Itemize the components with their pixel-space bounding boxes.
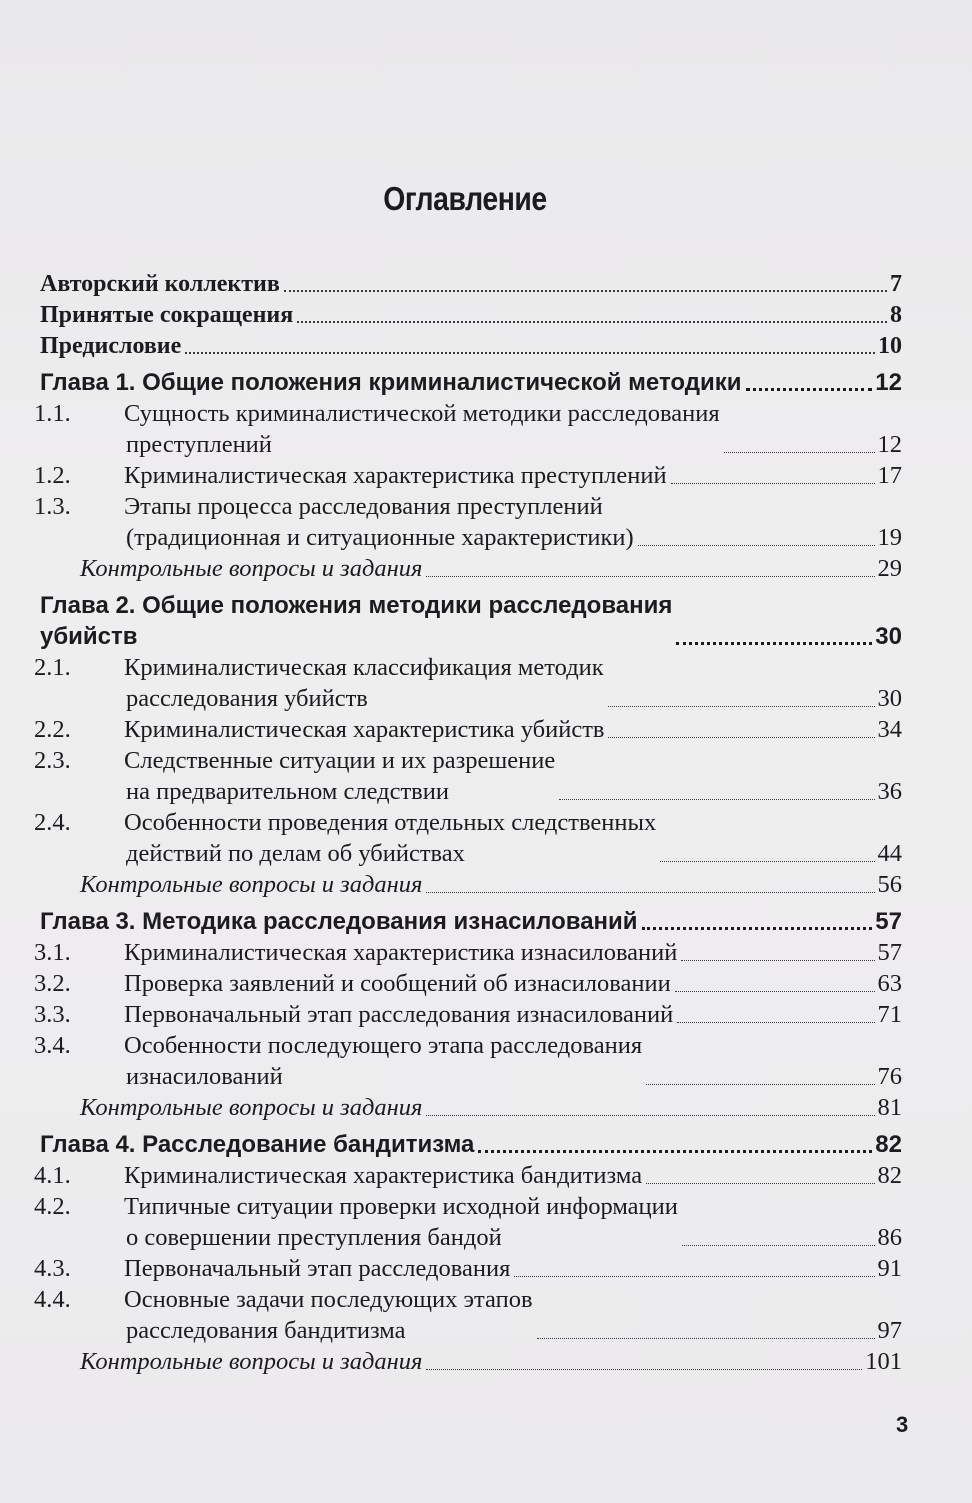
toc-chapter-c1 xyxy=(40,367,902,398)
entry-page-number: 44 xyxy=(877,840,902,867)
toc-section-s31 xyxy=(34,937,902,968)
toc-entry-text xyxy=(34,398,720,460)
toc-entry-text xyxy=(80,1346,422,1377)
entry-page-number: 56 xyxy=(877,871,902,898)
dot-leader xyxy=(608,737,874,738)
entry-title: Этапы процесса расследования преступлений (традиционная и ситуационные характеристики) xyxy=(124,493,634,551)
toc-entry-text xyxy=(34,1191,678,1253)
toc-entry-text xyxy=(34,807,657,869)
entry-title: Глава 4. Расследование бандитизма xyxy=(40,1131,475,1158)
section-number: 3.2. xyxy=(34,970,71,997)
toc-entry-text xyxy=(40,332,181,361)
toc-entry-text xyxy=(34,652,604,714)
toc-entry-text xyxy=(34,937,678,968)
section-number: 4.3. xyxy=(34,1255,71,1282)
entry-title: Принятые сокращения xyxy=(40,302,294,328)
section-number: 4.1. xyxy=(34,1162,71,1189)
entry-page-number: 71 xyxy=(877,1001,902,1028)
dot-leader xyxy=(681,960,874,961)
toc-section-s13 xyxy=(34,491,902,553)
section-number: 2.3. xyxy=(34,747,71,774)
section-number: 2.2. xyxy=(34,716,71,743)
toc-section-s22 xyxy=(34,714,902,745)
toc-control-questions-q2 xyxy=(40,869,902,900)
toc-entry-text xyxy=(40,906,638,937)
entry-page-number: 12 xyxy=(877,431,902,458)
dot-leader xyxy=(514,1276,874,1277)
dot-leader xyxy=(646,1084,874,1085)
section-number: 1.3. xyxy=(34,493,71,520)
toc-chapter-c2 xyxy=(40,590,902,652)
section-number: 4.2. xyxy=(34,1193,71,1220)
dot-leader xyxy=(608,706,875,707)
toc-chapter-c3 xyxy=(40,906,902,937)
toc-entry-text xyxy=(34,999,674,1030)
dot-leader xyxy=(185,352,875,354)
entry-title: Типичные ситуации проверки исходной информации о совершении преступления бандой xyxy=(124,1193,678,1251)
entry-page-number: 82 xyxy=(877,1162,902,1189)
toc-entry-text xyxy=(80,553,422,584)
toc-section-s32 xyxy=(34,968,902,999)
dot-leader xyxy=(682,1245,875,1246)
entry-title: Контрольные вопросы и задания xyxy=(80,1348,423,1375)
toc-control-questions-q1 xyxy=(40,553,902,584)
toc-entry-e3 xyxy=(40,332,902,361)
toc-entry-text xyxy=(34,1253,511,1284)
toc-section-s11 xyxy=(34,398,902,460)
entry-page-number: 29 xyxy=(877,555,902,582)
toc-entry-text xyxy=(34,1030,643,1092)
toc-entry-e1 xyxy=(40,270,902,299)
entry-title: Проверка заявлений и сообщений об изнасиловании xyxy=(124,970,671,997)
toc-entry-text xyxy=(34,714,605,745)
section-number: 3.1. xyxy=(34,939,71,966)
toc-section-s33 xyxy=(34,999,902,1030)
entry-page-number: 34 xyxy=(877,716,902,743)
entry-page-number: 76 xyxy=(877,1063,902,1090)
toc-section-s34 xyxy=(34,1030,902,1092)
entry-title: Особенности проведения отдельных следственных действий по делам об убийствах xyxy=(124,809,657,867)
dot-leader xyxy=(426,1115,874,1116)
toc-entry-text xyxy=(80,869,422,900)
entry-title: Контрольные вопросы и задания xyxy=(80,555,423,582)
entry-title: Следственные ситуации и их разрешение на предварительном следствии xyxy=(124,747,556,805)
entry-title: Первоначальный этап расследования изнасилований xyxy=(124,1001,674,1028)
dot-leader xyxy=(478,1150,872,1153)
toc-section-s23 xyxy=(34,745,902,807)
section-number: 2.4. xyxy=(34,809,71,836)
toc-entry-text xyxy=(34,491,634,553)
dot-leader xyxy=(677,1022,874,1023)
dot-leader xyxy=(638,545,875,546)
entry-title: Контрольные вопросы и задания xyxy=(80,871,423,898)
toc-section-s24 xyxy=(34,807,902,869)
entry-page-number: 63 xyxy=(877,970,902,997)
toc-section-s43 xyxy=(34,1253,902,1284)
dot-leader xyxy=(660,861,874,862)
table-of-contents xyxy=(34,268,902,1377)
toc-entry-text xyxy=(34,1284,533,1346)
entry-page-number: 30 xyxy=(875,623,902,650)
section-number: 1.2. xyxy=(34,462,71,489)
entry-page-number: 86 xyxy=(877,1224,902,1251)
entry-title: Глава 3. Методика расследования изнасилований xyxy=(40,908,638,935)
dot-leader xyxy=(746,388,873,391)
entry-title: Криминалистическая характеристика изнасилований xyxy=(124,939,678,966)
entry-title: Основные задачи последующих этапов расследования бандитизма xyxy=(124,1286,533,1344)
section-number: 3.3. xyxy=(34,1001,71,1028)
dot-leader xyxy=(646,1183,874,1184)
toc-section-s42 xyxy=(34,1191,902,1253)
entry-page-number: 7 xyxy=(890,271,902,297)
dot-leader xyxy=(671,483,875,484)
dot-leader xyxy=(426,576,874,577)
entry-title: Криминалистическая классификация методик расследования убийств xyxy=(124,654,604,712)
entry-page-number: 12 xyxy=(875,369,902,396)
dot-leader xyxy=(675,991,875,992)
dot-leader xyxy=(284,290,887,292)
toc-control-questions-q3 xyxy=(40,1092,902,1123)
entry-page-number: 82 xyxy=(875,1131,902,1158)
dot-leader xyxy=(426,1369,862,1370)
entry-title: Криминалистическая характеристика преступлений xyxy=(124,462,667,489)
entry-title: Первоначальный этап расследования xyxy=(124,1255,511,1282)
entry-page-number: 91 xyxy=(877,1255,902,1282)
page-number: 3 xyxy=(896,1412,909,1437)
toc-chapter-c4 xyxy=(40,1129,902,1160)
toc-entry-text xyxy=(40,367,742,398)
toc-entry-text xyxy=(40,1129,474,1160)
entry-title: Предисловие xyxy=(40,333,182,359)
entry-title: Глава 2. Общие положения методики расследования убийств xyxy=(40,592,673,650)
toc-entry-text xyxy=(34,1160,643,1191)
entry-title: Особенности последующего этапа расследования изнасилований xyxy=(124,1032,643,1090)
toc-section-s44 xyxy=(34,1284,902,1346)
section-number: 3.4. xyxy=(34,1032,71,1059)
toc-section-s12 xyxy=(34,460,902,491)
section-number: 4.4. xyxy=(34,1286,71,1313)
entry-page-number: 8 xyxy=(890,302,902,328)
entry-page-number: 17 xyxy=(877,462,902,489)
toc-entry-text xyxy=(80,1092,422,1123)
page-title: Оглавление xyxy=(383,180,547,217)
dot-leader xyxy=(297,321,887,323)
entry-page-number: 97 xyxy=(877,1317,902,1344)
entry-title: Авторский коллектив xyxy=(40,271,280,297)
dot-leader xyxy=(559,799,874,800)
entry-page-number: 101 xyxy=(865,1348,902,1375)
toc-control-questions-q4 xyxy=(40,1346,902,1377)
entry-page-number: 10 xyxy=(878,333,902,359)
entry-page-number: 57 xyxy=(875,908,902,935)
dot-leader xyxy=(537,1338,875,1339)
entry-title: Сущность криминалистической методики расследования преступлений xyxy=(124,400,720,458)
entry-page-number: 30 xyxy=(877,685,902,712)
section-number: 2.1. xyxy=(34,654,71,681)
entry-title: Криминалистическая характеристика убийств xyxy=(124,716,605,743)
entry-title: Глава 1. Общие положения криминалистической методики xyxy=(40,369,742,396)
toc-entry-text xyxy=(40,270,280,299)
toc-entry-e2 xyxy=(40,301,902,330)
dot-leader xyxy=(724,452,875,453)
entry-page-number: 81 xyxy=(877,1094,902,1121)
entry-page-number: 57 xyxy=(877,939,902,966)
entry-page-number: 19 xyxy=(877,524,902,551)
dot-leader xyxy=(426,892,874,893)
toc-entry-text xyxy=(34,968,671,999)
dot-leader xyxy=(676,642,872,645)
toc-entry-text xyxy=(34,745,556,807)
entry-title: Криминалистическая характеристика бандитизма xyxy=(124,1162,643,1189)
toc-entry-text xyxy=(40,301,293,330)
dot-leader xyxy=(642,927,873,930)
entry-title: Контрольные вопросы и задания xyxy=(80,1094,423,1121)
toc-entry-text xyxy=(40,590,672,652)
toc-section-s41 xyxy=(34,1160,902,1191)
entry-page-number: 36 xyxy=(877,778,902,805)
toc-section-s21 xyxy=(34,652,902,714)
toc-entry-text xyxy=(34,460,667,491)
section-number: 1.1. xyxy=(34,400,71,427)
